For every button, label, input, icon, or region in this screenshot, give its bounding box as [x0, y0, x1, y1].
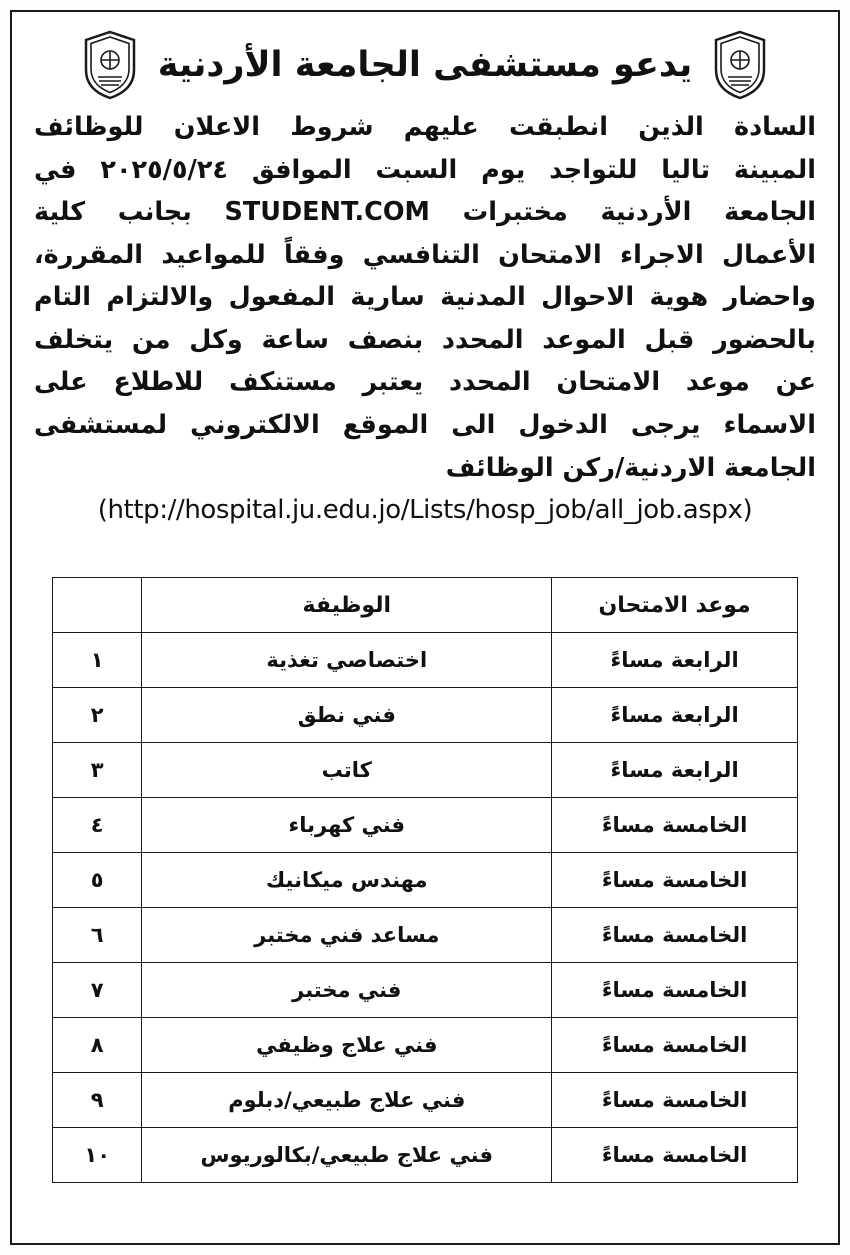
- cell-job: اختصاصي تغذية: [142, 633, 552, 688]
- cell-exam-time: الخامسة مساءً: [552, 908, 798, 963]
- table-row: [53, 1018, 798, 1073]
- cell-number: ٦: [53, 908, 142, 963]
- cell-exam-time: الرابعة مساءً: [552, 688, 798, 743]
- jobs-table: [52, 577, 798, 1183]
- header: [30, 30, 820, 100]
- cell-exam-time: الخامسة مساءً: [552, 798, 798, 853]
- cell-job: فني علاج طبيعي/بكالوريوس: [142, 1128, 552, 1183]
- cell-number: ٢: [53, 688, 142, 743]
- column-header-number: [53, 578, 142, 633]
- cell-number: ٥: [53, 853, 142, 908]
- cell-exam-time: الخامسة مساءً: [552, 853, 798, 908]
- cell-job: مهندس ميكانيك: [142, 853, 552, 908]
- cell-number: ٧: [53, 963, 142, 1018]
- jobs-table-wrap: [30, 577, 820, 1183]
- cell-job: فني كهرباء: [142, 798, 552, 853]
- column-header-exam-time: موعد الامتحان: [552, 578, 798, 633]
- paragraph-line: الأعمال الاجراء الامتحان التنافسي وفقاً للمواعيد المقررة،: [34, 239, 816, 270]
- cell-job: فني علاج طبيعي/دبلوم: [142, 1073, 552, 1128]
- paragraph-line: بالحضور قبل الموعد المحدد بنصف ساعة وكل من يتخلف: [34, 324, 816, 355]
- cell-number: ١: [53, 633, 142, 688]
- cell-job: فني نطق: [142, 688, 552, 743]
- ju-hospital-emblem-icon-secondary: [82, 30, 138, 100]
- table-row: [53, 798, 798, 853]
- table-row: [53, 688, 798, 743]
- paragraph-line: عن موعد الامتحان المحدد يعتبر مستنكف للاطلاع على: [34, 367, 816, 398]
- column-header-job: الوظيفة: [142, 578, 552, 633]
- table-row: [53, 743, 798, 798]
- cell-number: ٩: [53, 1073, 142, 1128]
- table-row: [53, 1128, 798, 1183]
- cell-number: ٨: [53, 1018, 142, 1073]
- cell-job: فني علاج وظيفي: [142, 1018, 552, 1073]
- table-row: [53, 1073, 798, 1128]
- paragraph-line: الجامعة الاردنية/ركن الوظائف: [445, 452, 816, 483]
- announcement-body: [30, 106, 820, 489]
- ju-hospital-emblem-icon: [712, 30, 768, 100]
- cell-job: كاتب: [142, 743, 552, 798]
- jobs-page-url[interactable]: (http://hospital.ju.edu.jo/Lists/hosp_job/all_job.aspx): [97, 495, 753, 526]
- table-row: [53, 908, 798, 963]
- table-row: [53, 963, 798, 1018]
- page-title: يدعو مستشفى الجامعة الأردنية: [157, 44, 693, 85]
- cell-number: ١٠: [53, 1128, 142, 1183]
- cell-exam-time: الخامسة مساءً: [552, 1073, 798, 1128]
- cell-exam-time: الرابعة مساءً: [552, 633, 798, 688]
- table-header-row: [53, 578, 798, 633]
- cell-number: ٤: [53, 798, 142, 853]
- paragraph-line: السادة الذين انطبقت عليهم شروط الاعلان للوظائف: [34, 112, 816, 142]
- cell-exam-time: الرابعة مساءً: [552, 743, 798, 798]
- table-row: [53, 633, 798, 688]
- cell-number: ٣: [53, 743, 142, 798]
- paragraph-line: واحضار هوية الاحوال المدنية سارية المفعول والالتزام التام: [34, 282, 816, 313]
- table-row: [53, 853, 798, 908]
- cell-exam-time: الخامسة مساءً: [552, 1018, 798, 1073]
- cell-exam-time: الخامسة مساءً: [552, 1128, 798, 1183]
- cell-exam-time: الخامسة مساءً: [552, 963, 798, 1018]
- cell-job: مساعد فني مختبر: [142, 908, 552, 963]
- paragraph-line: الاسماء يرجى الدخول الى الموقع الالكتروني لمستشفى: [34, 410, 816, 441]
- announcement-frame: [10, 10, 840, 1245]
- paragraph-line: المبينة تاليا للتواجد يوم السبت الموافق ٢٠٢٥/٥/٢٤ في: [34, 154, 816, 185]
- cell-job: فني مختبر: [142, 963, 552, 1018]
- paragraph-line: الجامعة الأردنية مختبرات STUDENT.COM بجانب كلية: [34, 197, 816, 228]
